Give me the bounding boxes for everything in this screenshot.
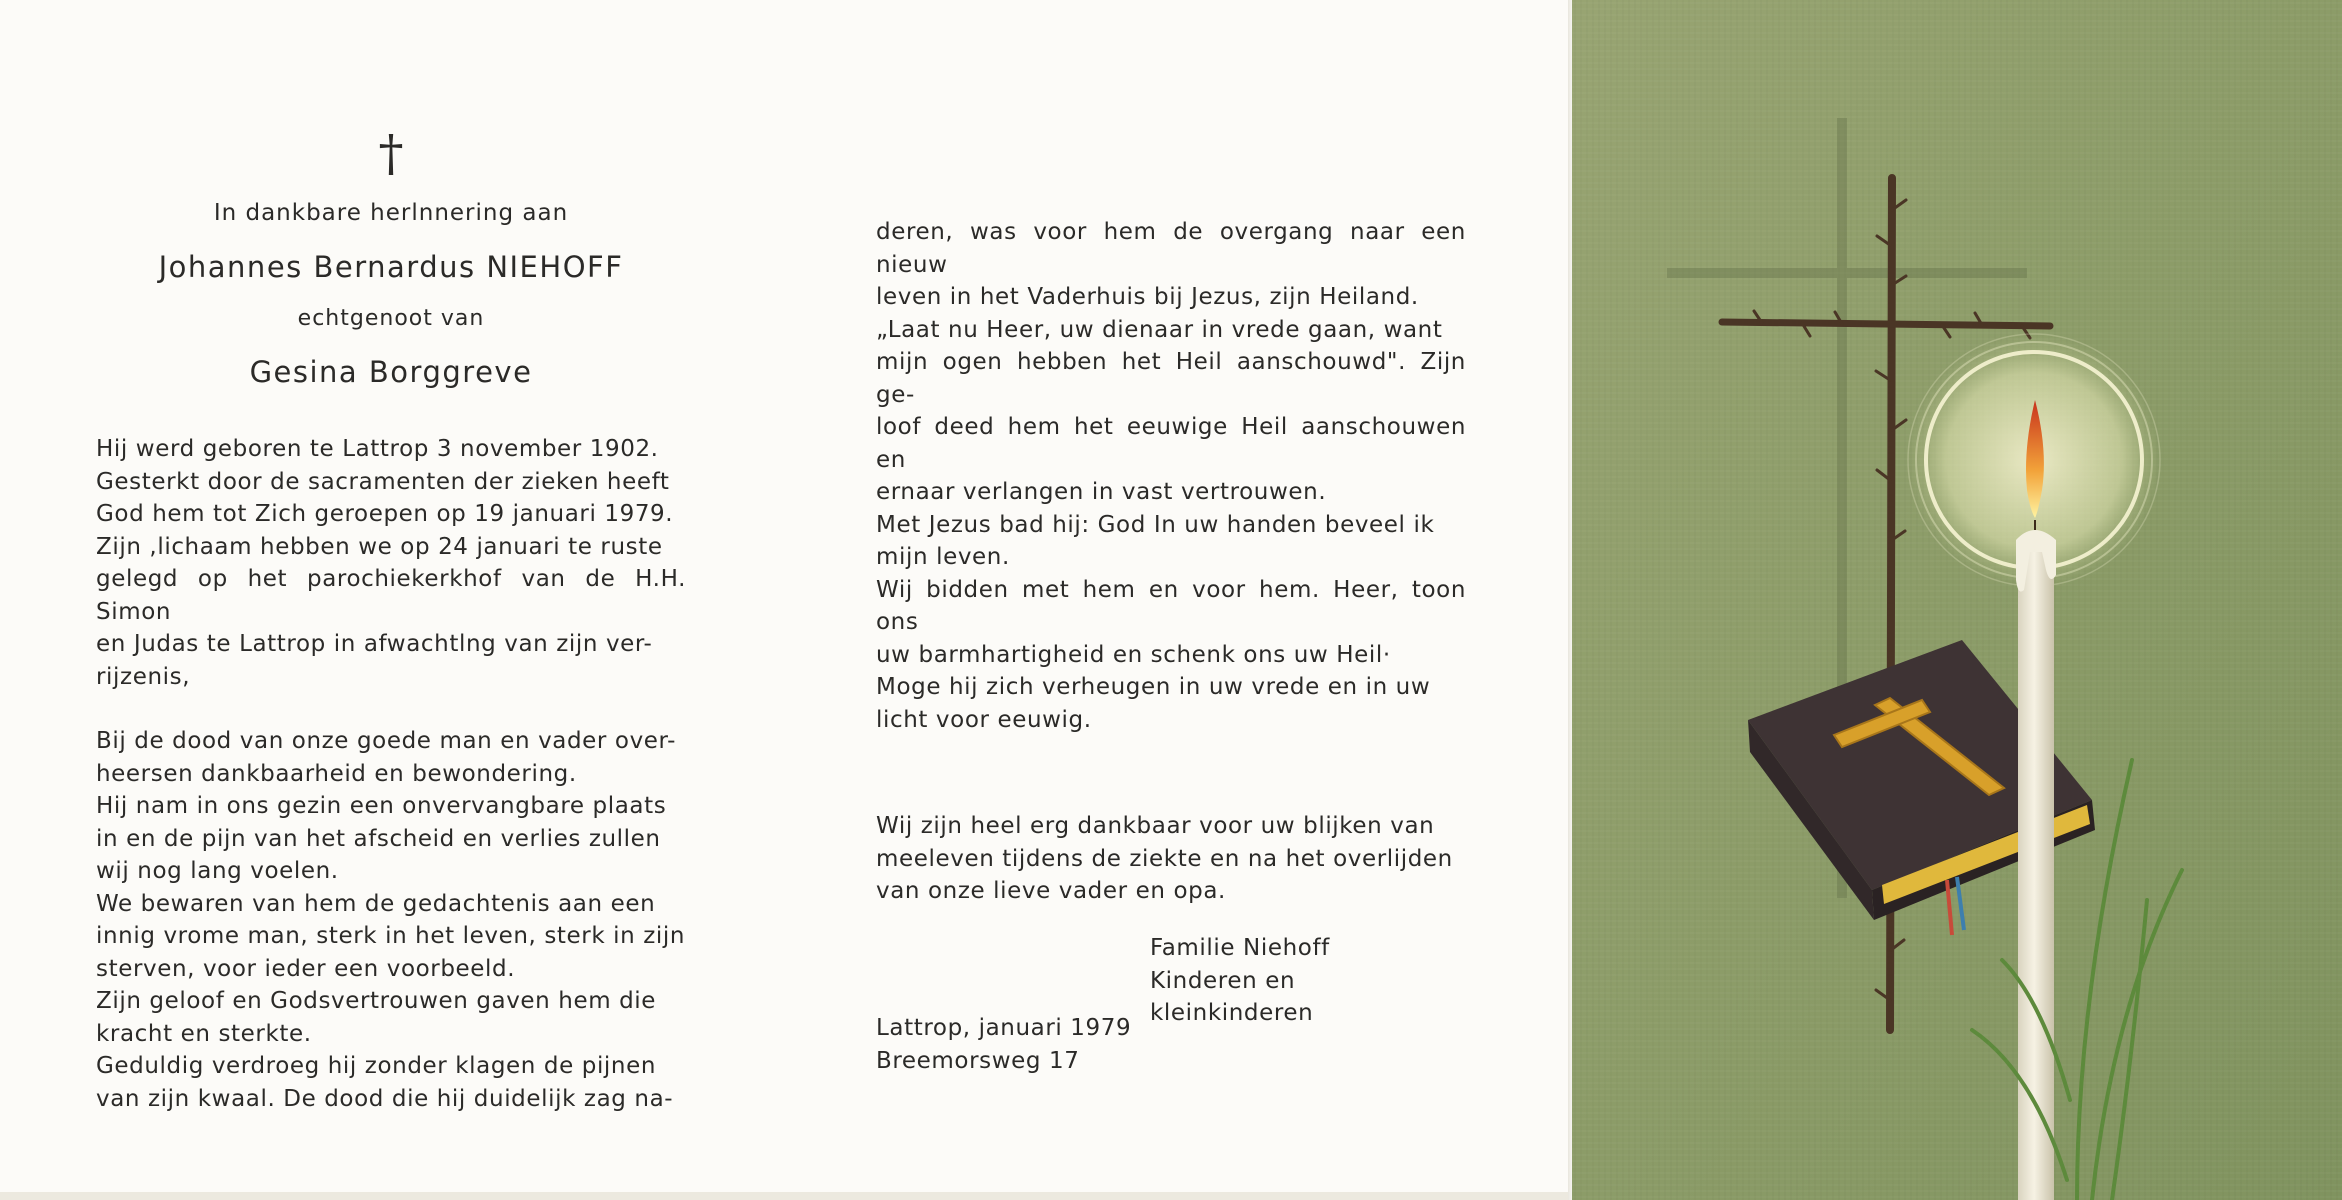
signature-line: Familie Niehoff — [1150, 935, 1330, 961]
text-line: innig vrome man, sterk in het leven, sterk in zijn — [96, 923, 686, 949]
text-line: God hem tot Zich geroepen op 19 januari 1979. — [96, 501, 674, 527]
text-line: wij nog lang voelen. — [96, 858, 339, 884]
place-date — [876, 1012, 1276, 1077]
intro-line: In dankbare herlnnering aan — [213, 200, 569, 226]
text-line: Zijn geloof en Godsvertrouwen gaven hem die — [96, 988, 657, 1014]
deceased-name: Johannes Bernardus NIEHOFF — [158, 250, 624, 284]
right-column — [876, 216, 1466, 736]
cross-icon: † — [378, 124, 404, 182]
text-line: van onze lieve vader en opa. — [876, 878, 1226, 904]
text-line: deren, was voor hem de overgang naar een nieuw — [876, 219, 1466, 278]
text-line: Moge hij zich verheugen in uw vrede en in uw — [876, 674, 1431, 700]
text-line: Gesterkt door de sacramenten der zieken heeft — [96, 468, 670, 495]
text-line: licht voor eeuwig. — [876, 706, 1092, 733]
cross-candle-bible-illustration — [1572, 0, 2342, 1200]
text-line: kracht en sterkte. — [96, 1020, 312, 1047]
thanks-paragraph — [876, 810, 1466, 908]
paper-edge — [0, 1192, 1570, 1200]
text-line: meeleven tijdens de ziekte en na het overlijden — [876, 845, 1453, 872]
spouse-name: Gesina Borggreve — [249, 355, 533, 389]
text-line: in en de pijn van het afscheid en verlies zullen — [96, 825, 661, 852]
text-line: loof deed hem het eeuwige Heil aanschouwen en — [876, 414, 1466, 473]
text-line: rijzenis, — [96, 663, 191, 690]
place-line: Lattrop, januari 1979 — [876, 1015, 1132, 1041]
signature-line: Kinderen en kleinkinderen — [1150, 967, 1314, 1026]
text-line: We bewaren van hem de gedachtenis aan een — [96, 890, 656, 917]
text-line: en Judas te Lattrop in afwachtlng van zijn ver- — [96, 631, 653, 657]
text-line: Geduldig verdroeg hij zonder klagen de pijnen — [96, 1053, 657, 1079]
text-line: Wij bidden met hem en voor hem. Heer, toon ons — [876, 576, 1466, 635]
text-line: Met Jezus bad hij: God In uw handen beveel ik — [876, 511, 1435, 538]
text-line: heersen dankbaarheid en bewondering. — [96, 760, 577, 787]
text-line: van zijn kwaal. De dood die hij duidelijk zag na- — [96, 1085, 674, 1112]
text-line: ernaar verlangen in vast vertrouwen. — [876, 479, 1327, 505]
text-line: sterven, voor ieder een voorbeeld. — [96, 955, 516, 982]
spouse-label: echtgenoot van — [297, 306, 485, 331]
address-line: Breemorsweg 17 — [876, 1047, 1080, 1074]
left-column — [96, 433, 686, 1115]
text-line: Bij de dood van onze goede man en vader over- — [96, 728, 677, 754]
text-line: Hij werd geboren te Lattrop 3 november 1902. — [96, 436, 659, 462]
canvas-texture — [1572, 0, 2342, 1200]
text-line: gelegd op het parochiekerkhof van de H.H. Simon — [96, 566, 686, 625]
text-line: Hij nam in ons gezin een onvervangbare plaats — [96, 793, 667, 819]
text-line: „Laat nu Heer, uw dienaar in vrede gaan, want — [876, 316, 1443, 343]
text-line: uw barmhartigheid en schenk ons uw Heil· — [876, 641, 1391, 668]
text-line: Zijn ,lichaam hebben we op 24 januari te ruste — [96, 533, 663, 560]
text-line: mijn leven. — [876, 544, 1010, 570]
text-line: mijn ogen hebben het Heil aanschouwd". Zijn ge- — [876, 349, 1466, 408]
text-line: Wij zijn heel erg dankbaar voor uw blijken van — [876, 813, 1435, 839]
text-line: leven in het Vaderhuis bij Jezus, zijn Heiland. — [876, 284, 1419, 310]
